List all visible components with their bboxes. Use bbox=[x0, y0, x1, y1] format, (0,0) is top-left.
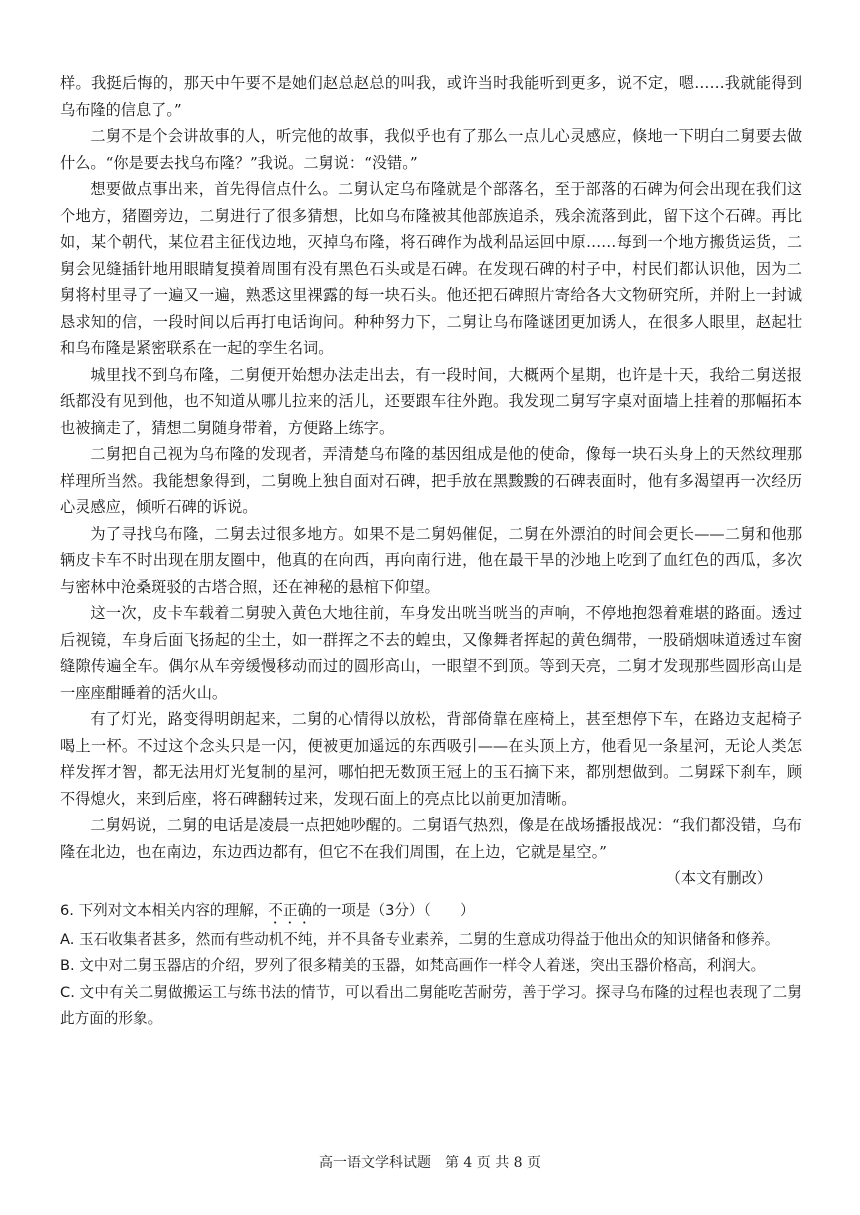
source-note: （本文有删改） bbox=[665, 869, 772, 887]
passage-paragraph: 为了寻找乌布隆，二舅去过很多地方。如果不是二舅妈催促，二舅在外漂泊的时间会更长——二舅和他那辆皮卡车不时出现在朋友圈中，他真的在向西，再向南行进，他在最干旱的沙地上吃到了血红色的西瓜，多次与密林中沧桑斑驳的古塔合照，还在神秘的悬棺下仰望。 bbox=[60, 524, 802, 596]
question-stem bbox=[60, 898, 802, 927]
question-stem-end: 的一项是（3分）（ ） bbox=[312, 901, 475, 919]
passage-paragraph: 样。我挺后悔的，那天中午要不是她们赵总赵总的叫我，或许当时我能听到更多，说不定，嗯……我就能得到乌布隆的信息了。” bbox=[60, 74, 802, 119]
option-a: A. 玉石收集者甚多，然而有些动机不纯，并不具备专业素养，二舅的生意成功得益于他出众的知识储备和修养。 bbox=[60, 930, 780, 948]
passage-paragraph: 城里找不到乌布隆，二舅便开始想办法走出去，有一段时间，大概两个星期，也许是十天，我给二舅送报纸都没有见到他，也不知道从哪儿拉来的活儿，还要跟车往外跑。我发现二舅写字桌对面墙上挂着的那幅拓本也被摘走了，猜想二舅随身带着，方便路上练字。 bbox=[60, 365, 802, 437]
question-stem-start: 6. 下列对文本相关内容的理解， bbox=[60, 901, 269, 919]
passage-paragraph: 有了灯光，路变得明朗起来，二舅的心情得以放松，背部倚靠在座椅上，甚至想停下车，在路边支起椅子喝上一杯。不过这个念头只是一闪，便被更加遥远的东西吸引——在头顶上方，他看见一条星河，无论人类怎样发挥才智，都无法用灯光复制的星河，哪怕把无数顶王冠上的玉石摘下来，都別想做到。二舅踩下刹车，顾不得熄火，来到后座，将石碑翻转过来，发现石面上的亮点比以前更加清晰。 bbox=[60, 710, 802, 808]
option-b: B. 文中对二舅玉器店的介绍，罗列了很多精美的玉器，如梵高画作一样令人着迷，突出玉器价格高，利润大。 bbox=[60, 957, 766, 974]
passage-body bbox=[60, 70, 802, 1033]
passage-paragraph: 这一次，皮卡车载着二舅驶入黄色大地往前，车身发出咣当咣当的声响，不停地抱怨着难堪的路面。透过后视镜，车身后面飞扬起的尘土，如一群挥之不去的蝗虫，又像舞者挥起的黄色绸带，一股硝烟味道透过车窗缝隙传遍全车。偶尔从车旁缓慢移动而过的圆形高山，一眼望不到顶。等到天亮，二舅才发现那些圆形高山是一座座酣睡着的活火山。 bbox=[60, 604, 802, 702]
passage-paragraph: 二舅把自己视为乌布隆的发现者，弄清楚乌布隆的基因组成是他的使命，像每一块石头身上的天然纹理那样理所当然。我能想象得到，二舅晚上独自面对石碑，把手放在黑黢黢的石碑表面时，他有多渴望再一次经历心灵感应，倾听石碑的诉说。 bbox=[60, 445, 802, 516]
passage-paragraph: 二舅妈说，二舅的电话是凌晨一点把她吵醒的。二舅语气热烈，像是在战场播报战况：“我们都没错，乌布隆在北边，也在南边，东边西边都有，但它不在我们周围，在上边，它就是星空。” bbox=[60, 816, 802, 861]
option-c: C. 文中有关二舅做搬运工与练书法的情节，可以看出二舅能吃苦耐劳，善于学习。探寻乌布隆的过程也表现了二舅此方面的形象。 bbox=[60, 983, 802, 1027]
question-stem-emphasis: 不正确 bbox=[268, 901, 313, 919]
page-footer: 高一语文学科试题 第 4 页 共 8 页 bbox=[318, 1155, 542, 1171]
passage-paragraph: 二舅不是个会讲故事的人，听完他的故事，我似乎也有了那么一点儿心灵感应，倏地一下明白二舅要去做什么。“你是要去找乌布隆？”我说。二舅说：“没错。” bbox=[60, 127, 802, 172]
question-6 bbox=[60, 898, 802, 1033]
passage-paragraph: 想要做点事出来，首先得信点什么。二舅认定乌布隆就是个部落名，至于部落的石碑为何会出现在我们这个地方，猪圈旁边，二舅进行了很多猜想，比如乌布隆被其他部族追杀，残余流落到此，留下这个石碑。再比如，某个朝代，某位君主征伐边地，灭掉乌布隆，将石碑作为战利品运回中原……每到一个地方搬货运货，二舅会见缝插针地用眼睛复摸着周围有没有黑色石头或是石碑。在发现石碑的村子中，村民们都认识他，因为二舅将村里寻了一遍又一遍，熟悉这里裸露的每一块石头。他还把石碑照片寄给各大文物研究所，并附上一封诚恳求知的信，一段时间以后再打电话询问。种种努力下，二舅让乌布隆谜团更加诱人，在很多人眼里，赵起壮和乌布隆是紧密联系在一起的孪生名词。 bbox=[60, 180, 802, 357]
